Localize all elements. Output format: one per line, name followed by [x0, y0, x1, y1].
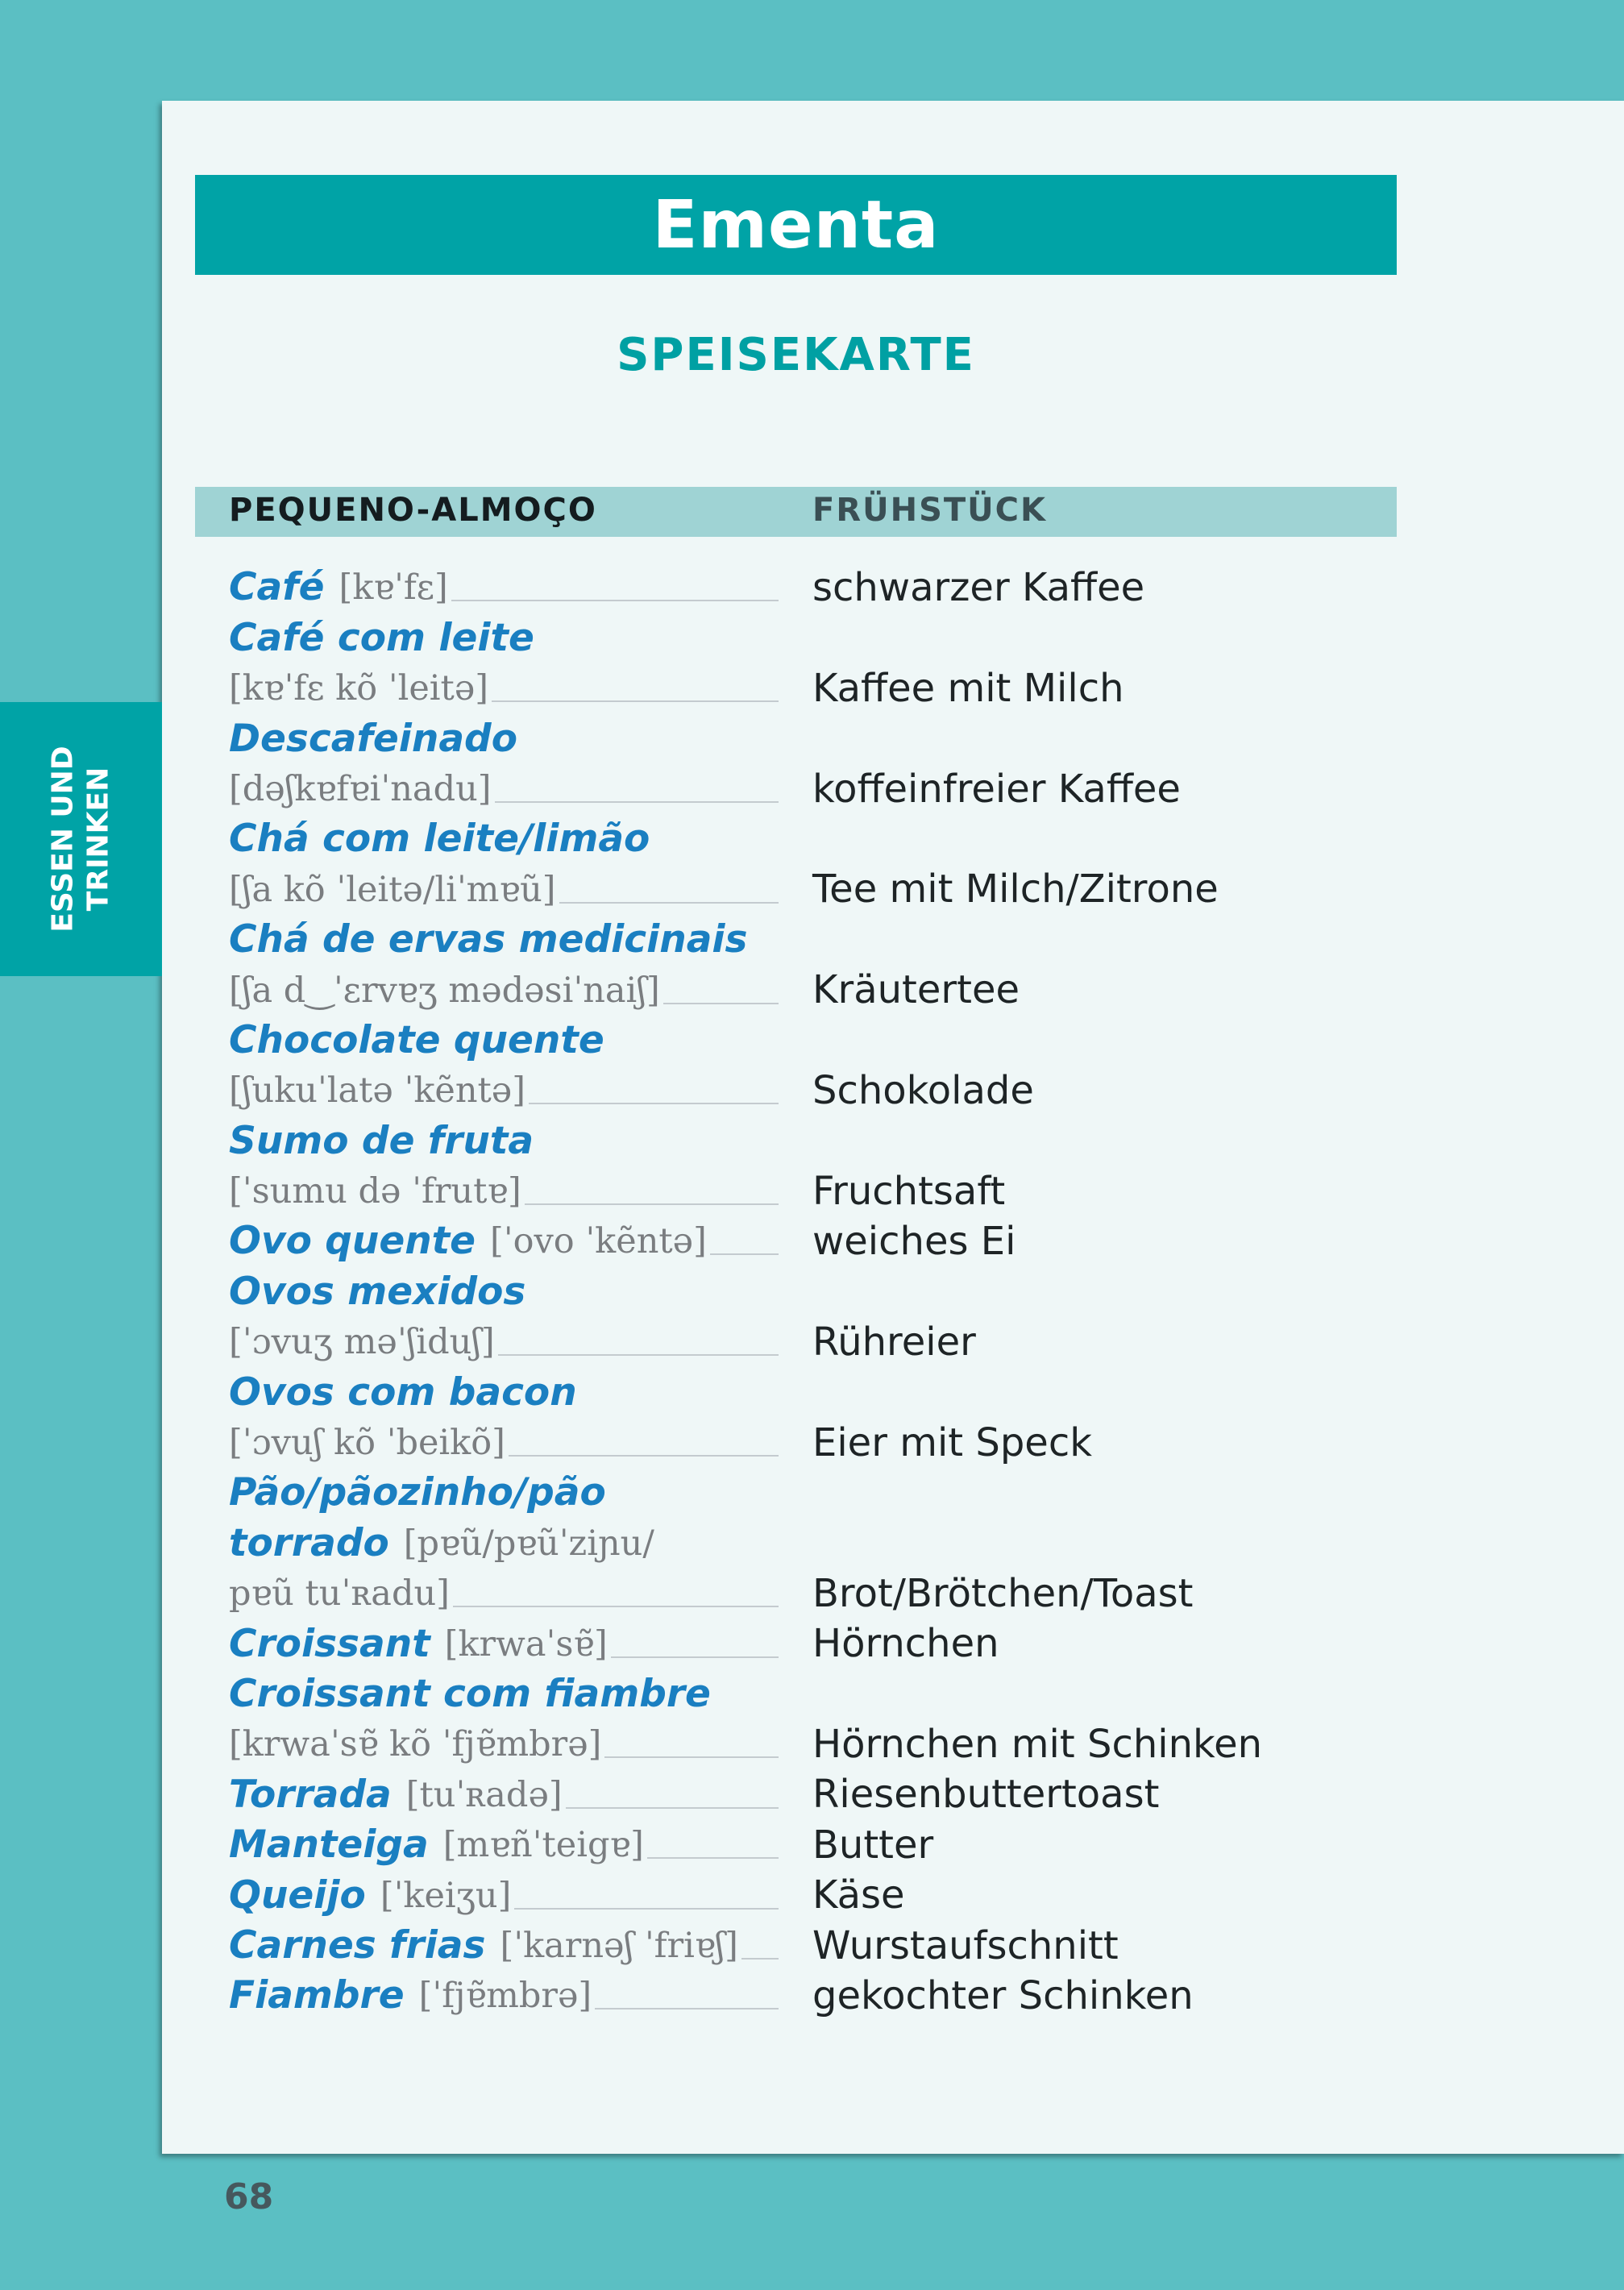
- portuguese-cell: [229, 915, 779, 965]
- portuguese-cell: [229, 1921, 779, 1971]
- pronunciation: [kɐˈfɛ]: [339, 567, 448, 609]
- vocabulary-list: [229, 563, 1373, 2021]
- vocabulary-row: [229, 1418, 1373, 1468]
- portuguese-cell: [229, 1971, 779, 2021]
- leader-line: [595, 2008, 779, 2009]
- portuguese-cell: [229, 1820, 779, 1870]
- german-translation: Kaffee mit Milch: [812, 665, 1124, 711]
- pronunciation: [krwaˈsɐ̃ kõ ˈfjɐ̃mbrə]: [229, 1724, 602, 1765]
- leader-line: [495, 801, 779, 803]
- pronunciation: [kɐˈfɛ kõ ˈleitə]: [229, 668, 489, 709]
- leader-line: [663, 1003, 779, 1004]
- portuguese-cell: [229, 1016, 779, 1066]
- german-translation: Eier mit Speck: [812, 1419, 1093, 1465]
- section-header-portuguese: PEQUENO-ALMOÇO: [229, 492, 597, 529]
- leader-line: [566, 1807, 779, 1809]
- german-translation: Butter: [812, 1822, 934, 1868]
- portuguese-cell: [229, 713, 779, 763]
- german-translation: Schokolade: [812, 1067, 1034, 1113]
- portuguese-cell: [229, 1266, 779, 1316]
- pronunciation: [ʃa d‿ˈɛrvɐʒ mədəsiˈnaiʃ]: [229, 970, 660, 1011]
- portuguese-cell: [229, 1719, 779, 1769]
- german-translation: Tee mit Milch/Zitrone: [812, 867, 1219, 912]
- portuguese-cell: [229, 1870, 779, 1920]
- leader-line: [710, 1253, 779, 1255]
- portuguese-cell: [229, 1518, 779, 1568]
- german-translation: Rühreier: [812, 1319, 976, 1365]
- german-translation: Brot/Brötchen/Toast: [812, 1570, 1194, 1616]
- vocabulary-row: [229, 1317, 1373, 1367]
- side-tab: [0, 702, 162, 976]
- portuguese-term: Ovos com bacon: [229, 1369, 577, 1415]
- portuguese-cell: [229, 1367, 779, 1417]
- side-tab-label: [46, 746, 117, 932]
- portuguese-term: Torrada: [229, 1772, 392, 1817]
- vocabulary-row: [229, 1669, 1373, 1719]
- portuguese-cell: [229, 814, 779, 864]
- vocabulary-row: [229, 1216, 1373, 1266]
- vocabulary-row: [229, 1971, 1373, 2021]
- portuguese-cell: [229, 663, 779, 713]
- german-translation: Hörnchen mit Schinken: [812, 1721, 1263, 1767]
- page-title: Ementa: [652, 186, 940, 264]
- pronunciation: [krwaˈsɐ̃]: [444, 1623, 608, 1665]
- vocabulary-row: [229, 965, 1373, 1015]
- pronunciation: [ʃukuˈlatə ˈkẽntə]: [229, 1070, 526, 1112]
- german-translation: Käse: [812, 1872, 905, 1918]
- german-translation: schwarzer Kaffee: [812, 565, 1145, 610]
- portuguese-cell: [229, 1619, 779, 1669]
- pronunciation: [ˈovo ˈkẽntə]: [490, 1221, 707, 1262]
- vocabulary-row: [229, 764, 1373, 814]
- vocabulary-row: [229, 1116, 1373, 1166]
- portuguese-term: Chá com leite/limão: [229, 817, 650, 862]
- portuguese-term: Sumo de fruta: [229, 1118, 534, 1163]
- pronunciation: [ˈsumu də ˈfrutɐ]: [229, 1171, 521, 1212]
- portuguese-term: Café: [229, 565, 325, 610]
- pronunciation: pɐũ tuˈʀadu]: [229, 1573, 450, 1615]
- vocabulary-row: [229, 1870, 1373, 1920]
- portuguese-term: Pão/pãozinho/pão: [229, 1470, 606, 1515]
- portuguese-cell: [229, 1166, 779, 1216]
- portuguese-term: Chocolate quente: [229, 1017, 604, 1062]
- vocabulary-row: [229, 1266, 1373, 1316]
- pronunciation: [ˈkeiʒu]: [380, 1875, 512, 1916]
- section-header-german: FRÜHSTÜCK: [812, 492, 1048, 529]
- portuguese-cell: [229, 563, 779, 613]
- portuguese-cell: [229, 1116, 779, 1166]
- german-translation: weiches Ei: [812, 1219, 1016, 1265]
- german-translation: gekochter Schinken: [812, 1972, 1194, 2018]
- portuguese-cell: [229, 1066, 779, 1116]
- portuguese-cell: [229, 1317, 779, 1367]
- portuguese-cell: [229, 1468, 779, 1518]
- portuguese-term: Ovos mexidos: [229, 1269, 526, 1314]
- pronunciation: [pɐũ/pɐũˈziɲu/: [403, 1523, 654, 1564]
- vocabulary-row: [229, 1066, 1373, 1116]
- vocabulary-row: [229, 563, 1373, 613]
- vocabulary-row: [229, 1569, 1373, 1619]
- pronunciation: [ʃa kõ ˈleitə/liˈmɐũ]: [229, 869, 556, 910]
- vocabulary-row: [229, 1016, 1373, 1066]
- portuguese-term: Fiambre: [229, 1973, 405, 2018]
- title-bar: [195, 175, 1397, 275]
- portuguese-term: Ovo quente: [229, 1219, 476, 1264]
- pronunciation: [mɐñˈteigɐ]: [442, 1825, 644, 1866]
- vocabulary-row: [229, 1769, 1373, 1819]
- leader-line: [559, 902, 779, 904]
- pronunciation: [tuˈʀadə]: [405, 1774, 563, 1815]
- portuguese-term: Descafeinado: [229, 716, 517, 761]
- vocabulary-row: [229, 1719, 1373, 1769]
- pronunciation: [ˈfjɐ̃mbrə]: [418, 1976, 592, 2017]
- portuguese-cell: [229, 965, 779, 1015]
- german-translation: Kräutertee: [812, 967, 1020, 1013]
- portuguese-cell: [229, 1569, 779, 1619]
- pronunciation: [ˈɔvuʃ kõ ˈbeikõ]: [229, 1423, 505, 1464]
- portuguese-term: Manteiga: [229, 1822, 429, 1868]
- leader-line: [525, 1203, 779, 1205]
- leader-line: [453, 1606, 779, 1607]
- side-tab-line-2: TRINKEN: [81, 767, 115, 912]
- vocabulary-row: [229, 1367, 1373, 1417]
- german-translation: Wurstaufschnitt: [812, 1922, 1119, 1968]
- portuguese-cell: [229, 1769, 779, 1819]
- portuguese-term: Café com leite: [229, 615, 534, 660]
- vocabulary-row: [229, 915, 1373, 965]
- side-tab-line-1: ESSEN UND: [46, 746, 80, 933]
- portuguese-cell: [229, 764, 779, 814]
- leader-line: [611, 1656, 779, 1658]
- portuguese-cell: [229, 864, 779, 914]
- portuguese-term: Chá de ervas medicinais: [229, 917, 748, 962]
- vocabulary-row: [229, 1921, 1373, 1971]
- portuguese-cell: [229, 1418, 779, 1468]
- portuguese-cell: [229, 1216, 779, 1266]
- leader-line: [498, 1354, 779, 1356]
- portuguese-term: torrado: [229, 1520, 389, 1565]
- vocabulary-row: [229, 1518, 1373, 1568]
- leader-line: [492, 700, 779, 702]
- portuguese-term: Carnes frias: [229, 1922, 486, 1968]
- pronunciation: [ˈɔvuʒ məˈʃiduʃ]: [229, 1322, 495, 1363]
- german-translation: Hörnchen: [812, 1621, 999, 1667]
- german-translation: Riesenbuttertoast: [812, 1772, 1160, 1818]
- portuguese-term: Queijo: [229, 1872, 366, 1918]
- vocabulary-row: [229, 713, 1373, 763]
- leader-line: [529, 1103, 779, 1104]
- vocabulary-row: [229, 814, 1373, 864]
- vocabulary-row: [229, 1166, 1373, 1216]
- leader-line: [451, 600, 779, 601]
- pronunciation: [dəʃkɐfɐiˈnadu]: [229, 768, 492, 809]
- portuguese-term: Croissant: [229, 1621, 430, 1666]
- leader-line: [741, 1958, 779, 1960]
- leader-line: [514, 1908, 779, 1910]
- portuguese-cell: [229, 613, 779, 663]
- leader-line: [604, 1756, 779, 1758]
- vocabulary-row: [229, 1820, 1373, 1870]
- portuguese-cell: [229, 1669, 779, 1719]
- pronunciation: [ˈkarnəʃ ˈfriɐʃ]: [500, 1925, 738, 1966]
- vocabulary-row: [229, 663, 1373, 713]
- page-number: 68: [224, 2176, 274, 2217]
- leader-line: [647, 1857, 779, 1859]
- portuguese-term: Croissant com fiambre: [229, 1671, 711, 1716]
- page-subtitle: SPEISEKARTE: [617, 329, 975, 381]
- german-translation: koffeinfreier Kaffee: [812, 766, 1181, 812]
- vocabulary-row: [229, 1468, 1373, 1518]
- vocabulary-row: [229, 864, 1373, 914]
- vocabulary-row: [229, 613, 1373, 663]
- vocabulary-row: [229, 1619, 1373, 1669]
- leader-line: [509, 1455, 779, 1457]
- german-translation: Fruchtsaft: [812, 1168, 1006, 1214]
